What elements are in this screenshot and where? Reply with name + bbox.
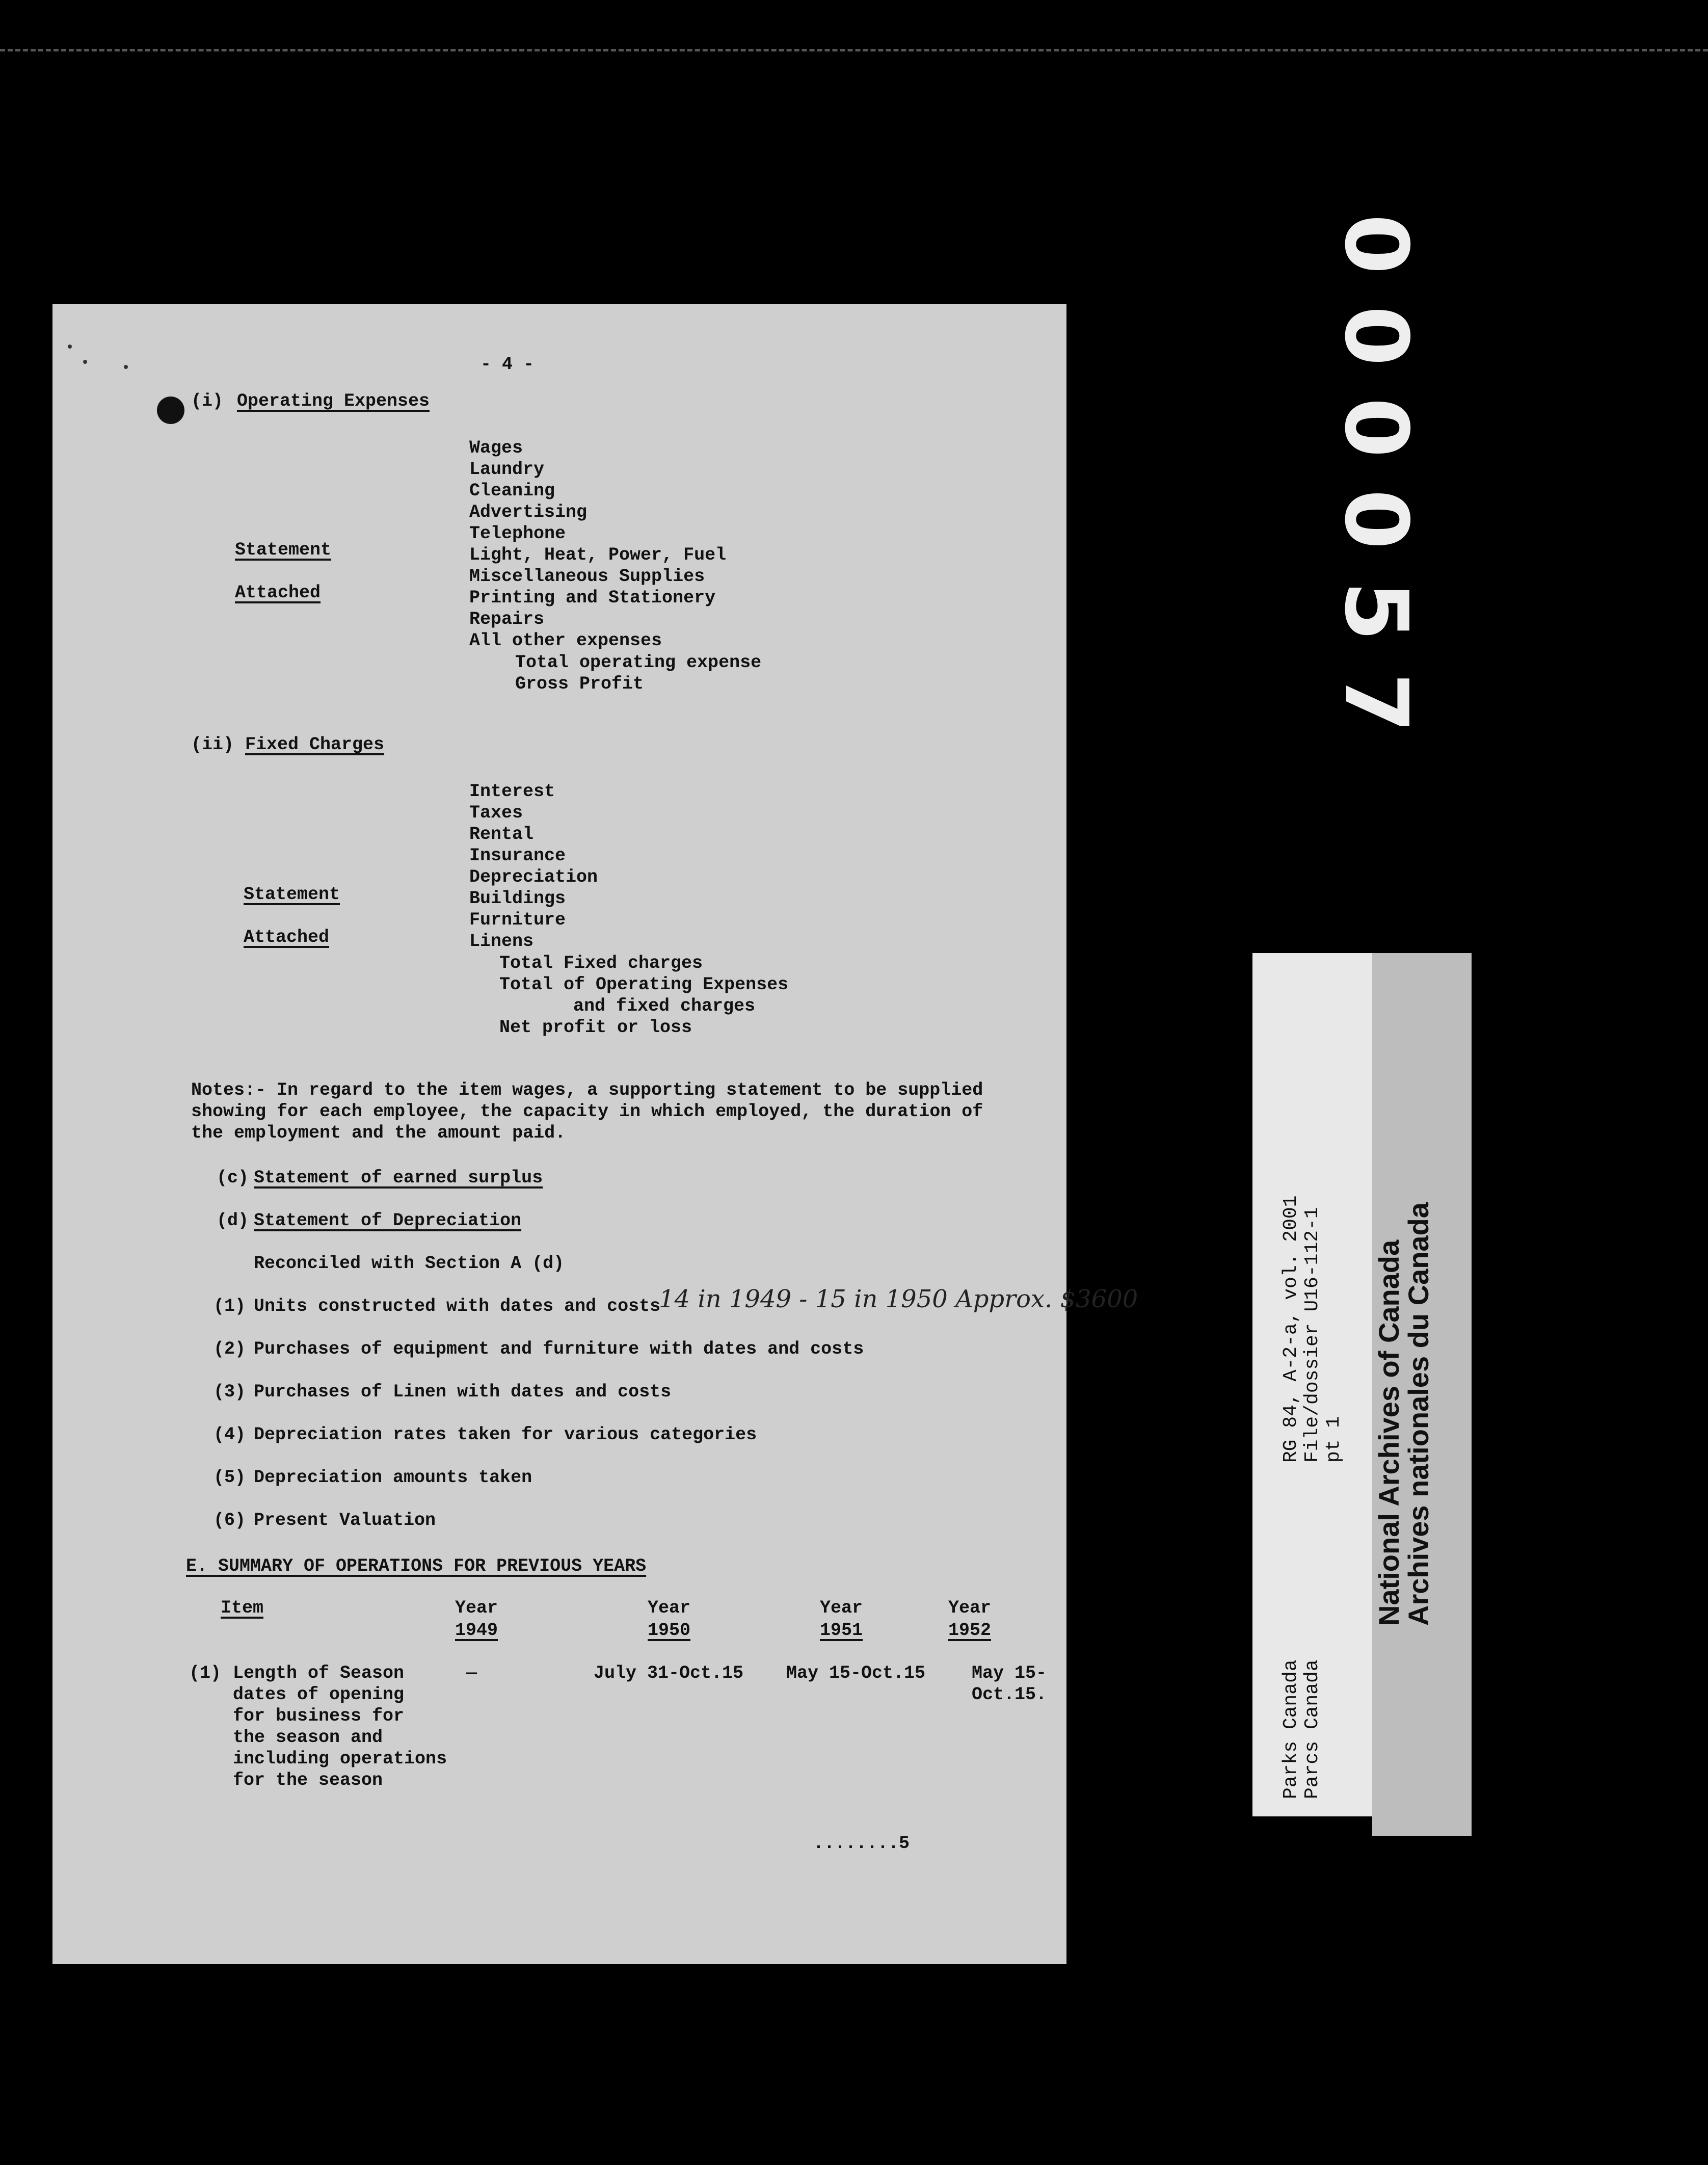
archive-label-grey — [1372, 953, 1472, 1836]
frame-digit-6: 7 — [1325, 672, 1426, 733]
numbered-item-text: Depreciation amounts taken — [254, 1467, 532, 1488]
label-reference-3: pt 1 — [1323, 1416, 1345, 1463]
table-row-label: (1) — [189, 1663, 222, 1683]
document-page — [52, 304, 1138, 1964]
table-header-year-1949: 1949 — [455, 1620, 498, 1641]
handwritten-note: 14 in 1949 - 15 in 1950 Approx. $3600 — [659, 1285, 1138, 1313]
label-agency-en: Parks Canada — [1280, 1659, 1302, 1799]
item-c-label: (c) — [217, 1168, 249, 1188]
fixed-charge-item: Linens — [469, 931, 534, 952]
row-description-line: including operations — [233, 1749, 447, 1769]
expense-item: Miscellaneous Supplies — [469, 566, 705, 587]
section-ii-number: (ii) — [191, 734, 234, 755]
fixed-charge-item: Furniture — [469, 910, 566, 930]
expense-item: Light, Heat, Power, Fuel — [469, 545, 727, 565]
numbered-item-label: (2) — [214, 1339, 246, 1359]
total-fixed-charges: Total Fixed charges — [499, 953, 703, 973]
attached-label-1: Attached — [235, 583, 321, 603]
fixed-charge-item: Buildings — [469, 888, 566, 909]
expense-item: Telephone — [469, 523, 566, 544]
row-description-line: for business for — [233, 1706, 405, 1726]
notes-line-3: the employment and the amount paid. — [191, 1123, 566, 1143]
label-agency-fr: Parcs Canada — [1301, 1659, 1323, 1799]
fixed-charge-item: Interest — [469, 781, 555, 802]
fixed-charge-item: Rental — [469, 824, 534, 844]
item-d-text: Statement of Depreciation — [254, 1210, 522, 1231]
reconciled-line: Reconciled with Section A (d) — [254, 1253, 565, 1274]
frame-digit-2: 0 — [1325, 305, 1426, 366]
section-ii-title: Fixed Charges — [245, 734, 385, 755]
expense-item: Printing and Stationery — [469, 588, 716, 608]
table-header-year-label-1951: Year — [820, 1598, 863, 1618]
and-fixed-charges: and fixed charges — [573, 996, 756, 1016]
speck — [124, 365, 128, 369]
item-d-label: (d) — [217, 1210, 249, 1231]
punch-hole-mark — [157, 397, 184, 424]
numbered-item-text: Purchases of Linen with dates and costs — [254, 1382, 672, 1402]
expense-item: Wages — [469, 438, 523, 458]
page-number: - 4 - — [481, 354, 535, 375]
notes-line-2: showing for each employee, the capacity in which employed, the duration of — [191, 1101, 983, 1122]
film-edge-line — [0, 49, 1708, 51]
expense-item: Cleaning — [469, 481, 555, 501]
archive-label-white — [1252, 953, 1372, 1816]
table-cell-1949: — — [466, 1663, 477, 1683]
notes-line-1: Notes:- In regard to the item wages, a supporting statement to be supplied — [191, 1080, 983, 1100]
statement-label-2: Statement — [244, 884, 340, 905]
row-description-line: dates of opening — [233, 1684, 405, 1705]
fixed-charge-item: Insurance — [469, 846, 566, 866]
table-header-item: Item — [221, 1598, 264, 1618]
numbered-item-text: Purchases of equipment and furniture with dates and costs — [254, 1339, 864, 1359]
item-c-text: Statement of earned surplus — [254, 1168, 543, 1188]
row-description-line: the season and — [233, 1727, 383, 1748]
table-cell-1952-b: Oct.15. — [972, 1684, 1047, 1705]
numbered-item-text: Depreciation rates taken for various categories — [254, 1424, 757, 1445]
table-header-year-1950: 1950 — [648, 1620, 691, 1641]
fixed-charge-item: Taxes — [469, 803, 523, 823]
section-i-title: Operating Expenses — [237, 391, 430, 411]
row-description-line: Length of Season — [233, 1663, 405, 1683]
statement-label-1: Statement — [235, 540, 332, 560]
frame-digit-4: 0 — [1325, 489, 1426, 550]
total-operating-expenses: Total of Operating Expenses — [499, 974, 789, 995]
numbered-item-label: (1) — [214, 1296, 246, 1316]
label-reference-1: RG 84, A-2-a, vol. 2001 — [1280, 1195, 1302, 1463]
table-cell-1950: July 31-Oct.15 — [594, 1663, 744, 1683]
table-header-year-1952: 1952 — [948, 1620, 992, 1641]
total-operating-expense: Total operating expense — [515, 652, 762, 673]
expense-item: All other expenses — [469, 630, 662, 651]
label-reference-2: File/dossier U16-112-1 — [1301, 1207, 1323, 1463]
table-header-year-1951: 1951 — [820, 1620, 863, 1641]
numbered-item-label: (4) — [214, 1424, 246, 1445]
numbered-item-label: (6) — [214, 1510, 246, 1530]
expense-item: Advertising — [469, 502, 588, 522]
continuation-marker: ........5 — [813, 1833, 910, 1854]
net-profit-or-loss: Net profit or loss — [499, 1017, 692, 1038]
expense-item: Repairs — [469, 609, 545, 629]
speck — [68, 345, 72, 349]
table-header-year-label-1952: Year — [948, 1598, 992, 1618]
numbered-item-label: (3) — [214, 1382, 246, 1402]
table-cell-1951: May 15-Oct.15 — [786, 1663, 926, 1683]
frame-digit-5: 5 — [1325, 580, 1426, 642]
gross-profit: Gross Profit — [515, 674, 644, 694]
expense-item: Laundry — [469, 459, 545, 480]
section-i-number: (i) — [191, 391, 224, 411]
frame-digit-3: 0 — [1325, 397, 1426, 458]
label-archive-en: National Archives of Canada — [1373, 1239, 1405, 1626]
row-description-line: for the season — [233, 1770, 383, 1790]
table-header-year-label-1950: Year — [648, 1598, 691, 1618]
attached-label-2: Attached — [244, 927, 330, 947]
numbered-item-text: Present Valuation — [254, 1510, 436, 1530]
table-cell-1952-a: May 15- — [972, 1663, 1047, 1683]
label-archive-fr: Archives nationales du Canada — [1402, 1202, 1434, 1626]
speck — [83, 360, 87, 364]
table-header-year-label-1949: Year — [455, 1598, 498, 1618]
fixed-charge-item: Depreciation — [469, 867, 598, 887]
section-e-title: E. SUMMARY OF OPERATIONS FOR PREVIOUS YEARS — [186, 1556, 647, 1576]
numbered-item-label: (5) — [214, 1467, 246, 1488]
numbered-item-text: Units constructed with dates and costs — [254, 1296, 661, 1316]
frame-digit-1: 0 — [1325, 214, 1426, 275]
